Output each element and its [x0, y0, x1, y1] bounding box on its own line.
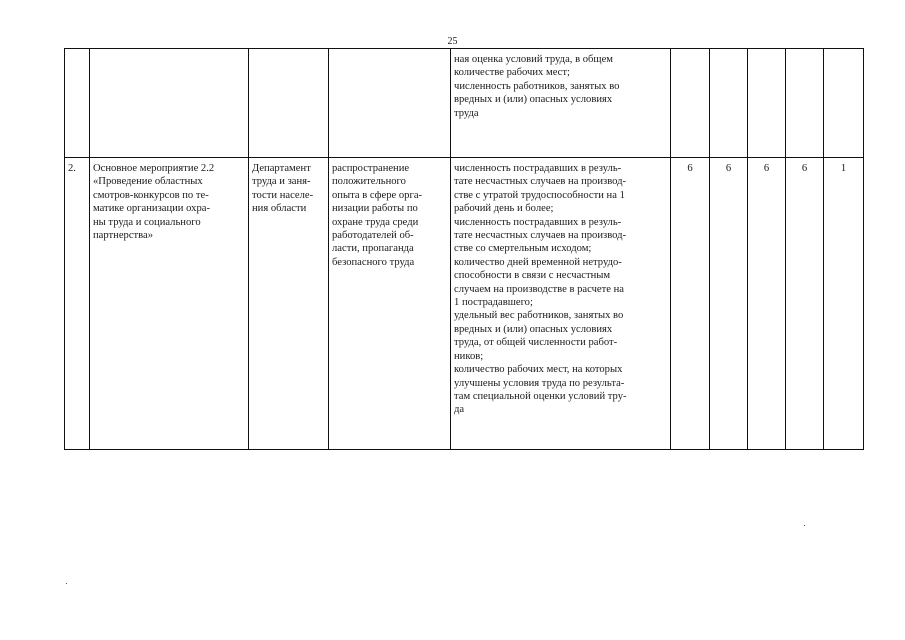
row-number-cell: 2. — [65, 158, 90, 450]
cont-value-cell — [671, 49, 710, 158]
cont-indicators-cell: ная оценка условий труда, в общем количестве рабочих мест; численность работников, занятых во вредных и (или) опасных условиях труда — [451, 49, 671, 158]
value-cell: 6 — [710, 158, 748, 450]
cont-event-cell — [90, 49, 249, 158]
executor-cell: Департамент труда и заня- тости населе- ния области — [249, 158, 329, 450]
continuation-row — [65, 49, 864, 158]
cont-value-cell — [710, 49, 748, 158]
table-row-2 — [65, 158, 864, 450]
value-cell: 6 — [748, 158, 786, 450]
program-table — [64, 48, 864, 450]
cont-executor-cell — [249, 49, 329, 158]
cont-value-cell — [824, 49, 864, 158]
value-cell: 6 — [671, 158, 710, 450]
cont-result-cell — [329, 49, 451, 158]
event-name-cell: Основное мероприятие 2.2 «Проведение областных смотров-конкурсов по те- матике организации охра- ны труда и социального партнерства» — [90, 158, 249, 450]
value-cell: 1 — [824, 158, 864, 450]
page-number: 25 — [447, 36, 458, 47]
scan-speck — [66, 583, 67, 584]
cont-value-cell — [748, 49, 786, 158]
indicators-cell: численность пострадавших в резуль- тате несчастных случаев на производ- стве с утратой трудоспособности на 1 рабочий день и более; численность пострадавших в резуль- тате несчастных случаев на производ- стве со смертельным исходом; количество дней временной нетрудо- способности в связи с несчастным случаем на производстве в расчете на 1 пострадавшего; удельный вес работников, занятых во вредных и (или) опасных условиях труда, от общей численности работ- ников; количество рабочих мест, на которых улучшены условия труда по результа- там специальной оценки условий тру- да — [451, 158, 671, 450]
cont-value-cell — [786, 49, 824, 158]
expected-result-cell: распространение положительного опыта в сфере орга- низации работы по охране труда среди работодателей об- ласти, пропаганда безопасного труда — [329, 158, 451, 450]
value-cell: 6 — [786, 158, 824, 450]
cont-number-cell — [65, 49, 90, 158]
scan-speck — [804, 525, 805, 526]
